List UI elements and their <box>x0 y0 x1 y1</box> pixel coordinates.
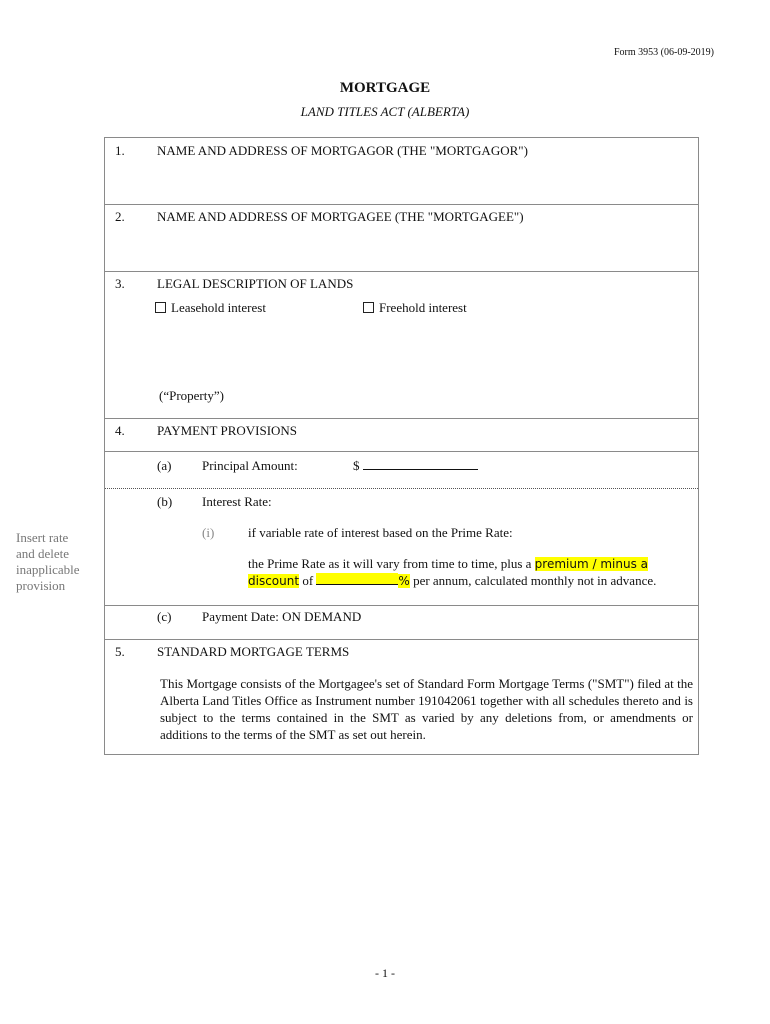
margin-note-line-3: inapplicable <box>16 562 80 577</box>
principal-label: Principal Amount: <box>202 458 298 473</box>
form-number: Form 3953 (06-09-2019) <box>614 47 714 58</box>
section-2-heading: NAME AND ADDRESS OF MORTGAGEE (THE "MORTGAGEE") <box>157 209 524 224</box>
divider <box>105 639 698 640</box>
prime-rate-line-2 <box>248 573 656 589</box>
leasehold-checkbox[interactable] <box>155 302 166 313</box>
section-3-heading: LEGAL DESCRIPTION OF LANDS <box>157 276 354 291</box>
section-4-number: 4. <box>115 423 125 438</box>
divider <box>105 451 698 452</box>
document-title: MORTGAGE <box>339 80 431 96</box>
section-4-heading: PAYMENT PROVISIONS <box>157 423 298 438</box>
section-1-number: 1. <box>115 143 125 158</box>
interest-label-letter: (b) <box>157 494 173 509</box>
section-1-heading: NAME AND ADDRESS OF MORTGAGOR (THE "MORTGAGOR") <box>157 143 528 158</box>
divider <box>105 204 698 205</box>
leasehold-label: Leasehold interest <box>171 300 266 315</box>
payment-date-text: Payment Date: ON DEMAND <box>202 609 362 624</box>
prime-rate-line-1 <box>248 556 648 572</box>
principal-amount-field[interactable] <box>353 458 478 474</box>
variable-rate-text: if variable rate of interest based on the Prime Rate: <box>248 525 513 540</box>
margin-note <box>16 530 96 594</box>
divider <box>105 418 698 419</box>
of-text: of <box>299 573 317 588</box>
page-number: - 1 - <box>375 966 395 980</box>
section-3-number: 3. <box>115 276 125 291</box>
document-subtitle: LAND TITLES ACT (ALBERTA) <box>300 104 470 119</box>
margin-note-line-2: and delete <box>16 546 70 561</box>
variable-rate-numeral: (i) <box>202 525 215 540</box>
discount-highlight: discount <box>248 574 300 588</box>
freehold-option[interactable] <box>363 300 467 316</box>
divider <box>105 271 698 272</box>
percent-symbol: % <box>398 574 410 588</box>
per-annum-text: per annum, calculated monthly not in advance. <box>409 573 657 588</box>
prime-rate-text: the Prime Rate as it will vary from time to time, plus a <box>248 556 535 571</box>
principal-amount-blank[interactable] <box>363 458 478 470</box>
divider <box>105 488 698 489</box>
payment-date-letter: (c) <box>157 609 172 624</box>
interest-label: Interest Rate: <box>202 494 272 509</box>
margin-note-line-4: provision <box>16 578 66 593</box>
leasehold-option[interactable] <box>155 300 266 316</box>
freehold-label: Freehold interest <box>379 300 467 315</box>
freehold-checkbox[interactable] <box>363 302 374 313</box>
section-2-number: 2. <box>115 209 125 224</box>
currency-symbol: $ <box>353 458 360 473</box>
principal-label-letter: (a) <box>157 458 172 473</box>
premium-minus-highlight: premium / minus a <box>534 557 648 571</box>
section-5-number: 5. <box>115 644 125 659</box>
section-5-heading: STANDARD MORTGAGE TERMS <box>157 644 350 659</box>
rate-percent-blank[interactable] <box>316 573 398 585</box>
form-table <box>104 137 699 755</box>
margin-note-line-1: Insert rate <box>16 530 69 545</box>
divider <box>105 605 698 606</box>
smt-paragraph: This Mortgage consists of the Mortgagee's set of Standard Form Mortgage Terms ("SMT") filed at the Alberta Land Titles Office as Instrument number 191042061 together with all schedules thereto and is subject to the terms contained in the SMT as varied by any deletions from, or amendments or additions to the terms of the SMT as set out herein. <box>160 676 693 742</box>
property-label: (“Property”) <box>159 388 224 403</box>
